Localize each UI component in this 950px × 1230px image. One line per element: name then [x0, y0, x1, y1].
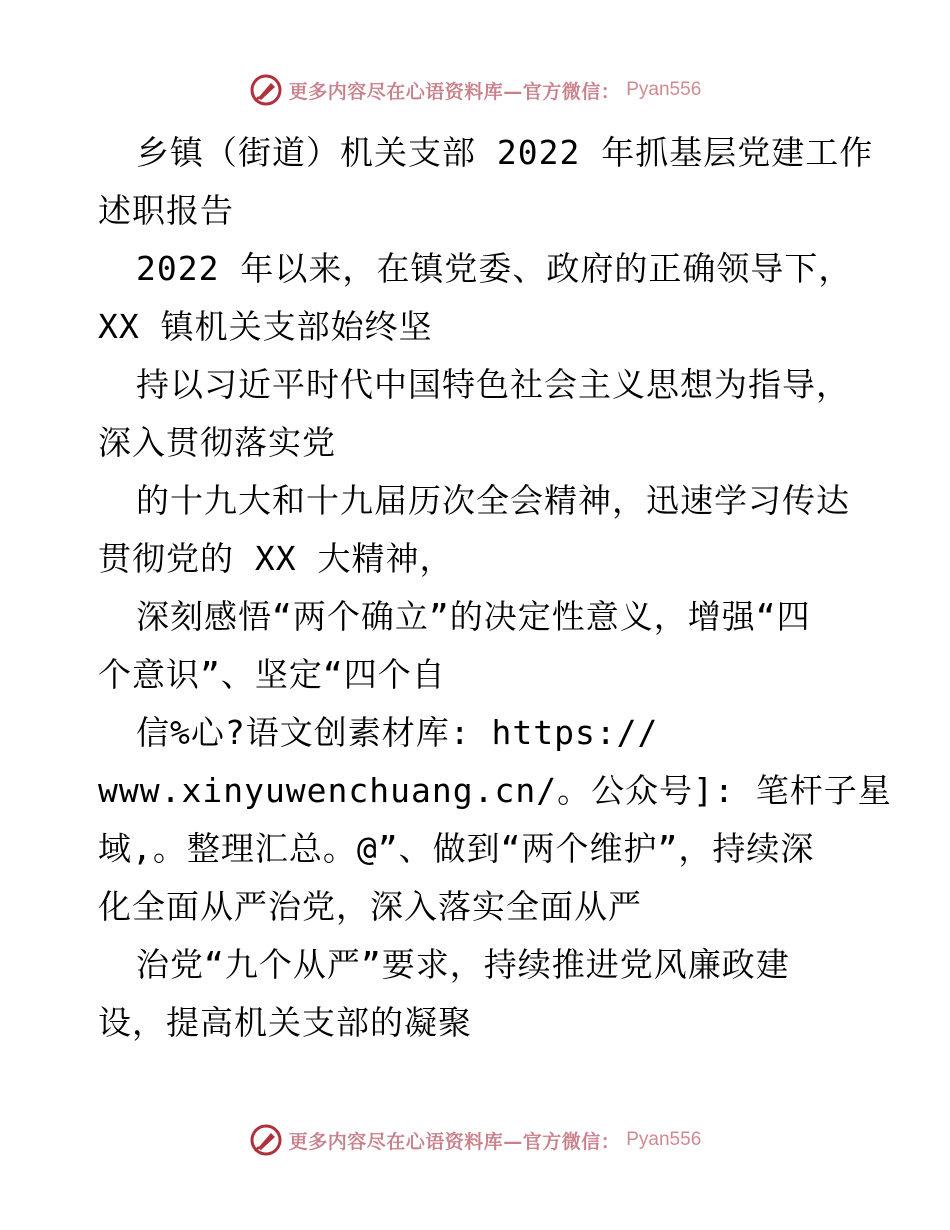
- paragraph-line: XX 镇机关支部始终坚: [98, 307, 433, 346]
- paragraph-line: 的十九大和十九届历次全会精神，迅速学习传达: [136, 481, 850, 520]
- document-title-line: 述职报告: [98, 191, 234, 230]
- paragraph-line: 深入贯彻落实党: [98, 423, 336, 462]
- document-body: [98, 124, 892, 1052]
- paragraph-line: 2022 年以来，在镇党委、政府的正确领导下，: [136, 249, 853, 288]
- watermark-text: 更多内容尽在心语资料库—官方微信：: [288, 80, 621, 103]
- footer-watermark: [0, 1120, 950, 1160]
- document-title-line: 乡镇（街道）机关支部 2022 年抓基层党建工作: [136, 133, 874, 172]
- watermark-text: 更多内容尽在心语资料库—官方微信：: [288, 1130, 621, 1153]
- paragraph-line: 化全面从严治党，深入落实全面从严: [98, 887, 642, 926]
- paragraph-line: 持以习近平时代中国特色社会主义思想为指导，: [136, 365, 850, 404]
- paragraph-line: 治党“九个从严”要求，持续推进党风廉政建: [136, 945, 790, 984]
- paragraph-line: 设，提高机关支部的凝聚: [98, 1003, 472, 1042]
- paragraph-line: 贯彻党的 XX 大精神，: [98, 539, 454, 578]
- pen-nib-logo-icon: [249, 1123, 283, 1157]
- watermark-wechat-id: Pyan556: [626, 79, 702, 100]
- watermark-wechat-id: Pyan556: [626, 1129, 702, 1150]
- pen-nib-logo-icon: [249, 73, 283, 107]
- paragraph-line: 深刻感悟“两个确立”的决定性意义，增强“四: [136, 597, 811, 636]
- header-watermark: [0, 70, 950, 110]
- paragraph-line: 个意识”、坚定“四个自: [98, 655, 446, 694]
- paragraph-line: 信%心?语文创素材库: https://: [136, 713, 659, 752]
- paragraph-line: 域,。整理汇总。@”、做到“两个维护”，持续深: [98, 829, 815, 868]
- paragraph-line: www.xinyuwenchuang.cn/。公众号]: 笔杆子星: [98, 771, 892, 810]
